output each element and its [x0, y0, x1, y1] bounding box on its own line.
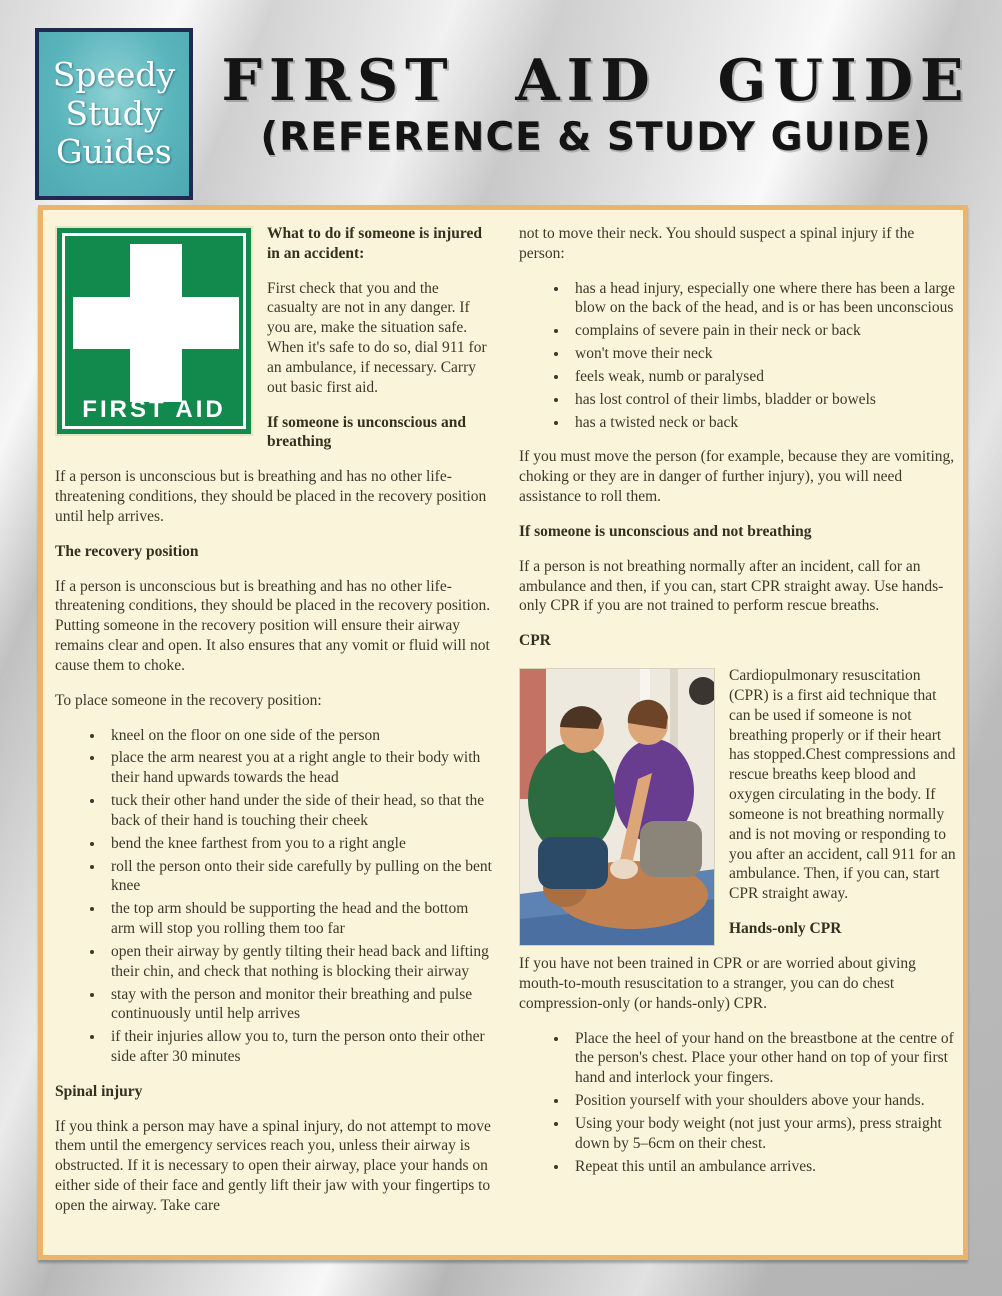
list-item: • has a head injury, especially one where there has been a large blow on the back of the head, and is or has been unconscious [569, 279, 959, 319]
list-item: • the top arm should be supporting the head and the bottom arm will stop you rolling them too far [105, 899, 493, 939]
heading-injured-accident: What to do if someone is injured in an accident: [267, 225, 483, 262]
para-suspect-spinal: not to move their neck. You should suspect a spinal injury if the person: [519, 225, 915, 262]
para-cpr: Cardiopulmonary resuscitation (CPR) is a first aid technique that can be used if someone is not breathing properly or if their heart has stopped.Chest compressions and rescue breaths keep blood and oxygen circulating in the body. If someone is not breathing normally and is not moving or responding to you after an accident, call 911 for an ambulance. Then, if you can, start CPR straight away. [729, 667, 956, 903]
para-must-move: If you must move the person (for example, because they are vomiting, choking or they are in danger of further injury), you will need assistance to roll them. [519, 448, 955, 506]
heading-recovery-position: The recovery position [55, 542, 199, 560]
para-to-place: To place someone in the recovery position: [55, 691, 322, 709]
first-aid-sign-label: FIRST AID [82, 396, 226, 424]
list-item: • feels weak, numb or paralysed [569, 367, 959, 387]
heading-unconscious-breathing: If someone is unconscious and breathing [267, 413, 466, 451]
list-item: • stay with the person and monitor their breathing and pulse continuously until help arrives [105, 985, 493, 1025]
recovery-steps-list [55, 726, 493, 1067]
heading-cpr: CPR [519, 632, 551, 650]
list-item: • won't move their neck [569, 344, 959, 364]
left-column [55, 224, 493, 1245]
list-item: • if their injuries allow you to, turn the person onto their other side after 30 minutes [105, 1027, 493, 1067]
para-first-check: First check that you and the casualty are not in any danger. If you are, make the situation safe. When it's safe to do so, dial 911 for an ambulance, if necessary. Carry out basic first aid. [267, 279, 487, 396]
cpr-training-photo [519, 668, 715, 946]
list-item: • open their airway by gently tilting their head back and lifting their chin, and check that nothing is blocking their airway [105, 942, 493, 982]
list-item: • Using your body weight (not just your arms), press straight down by 5–6cm on their chest. [569, 1114, 959, 1154]
list-item: • tuck their other hand under the side of their head, so that the back of their hand is touching their cheek [105, 791, 493, 831]
list-item: • Position yourself with your shoulders above your hands. [569, 1091, 959, 1111]
logo-line-speedy: Speedy [52, 54, 176, 94]
list-item: • bend the knee farthest from you to a right angle [105, 834, 493, 854]
right-column [519, 224, 959, 1245]
brand-logo [35, 28, 193, 200]
list-item: • has lost control of their limbs, bladder or bowels [569, 390, 959, 410]
list-item: • complains of severe pain in their neck or back [569, 321, 959, 341]
hands-only-steps-list [519, 1029, 959, 1177]
heading-unconscious-not-breathing: If someone is unconscious and not breathing [519, 522, 812, 540]
para-not-breathing: If a person is not breathing normally after an incident, call for an ambulance and then, if you can, start CPR straight away. Use hands-only CPR if you are not trained to perform rescue breaths. [519, 557, 944, 615]
list-item: • place the arm nearest you at a right angle to their body with their hand upwards towards the head [105, 748, 493, 788]
heading-hands-only-cpr: Hands-only CPR [729, 920, 842, 938]
title-block [200, 47, 992, 160]
list-item: • Place the heel of your hand on the breastbone at the centre of the person's chest. Place your other hand on top of your first hand and interlock your fingers. [569, 1029, 959, 1088]
para-spinal: If you think a person may have a spinal injury, do not attempt to move them until the emergency services reach you, unless their airway is obstructed. If it is necessary to open their airway, place your hands on either side of their face and gently lift their jaw with your fingertips to open the airway. Take care [55, 1117, 491, 1214]
list-item: • roll the person onto their side carefully by pulling on the bent knee [105, 857, 493, 897]
content-panel [38, 205, 968, 1260]
first-aid-cross-icon [73, 297, 239, 349]
list-item: • has a twisted neck or back [569, 413, 959, 433]
logo-line-study: Study [65, 93, 163, 133]
first-aid-sign [55, 226, 253, 436]
cpr-photo-illustration [520, 669, 715, 946]
logo-line-guides: Guides [56, 132, 172, 172]
heading-spinal-injury: Spinal injury [55, 1082, 143, 1100]
page-subtitle: (REFERENCE & STUDY GUIDE) [260, 114, 932, 160]
spinal-signs-list [519, 279, 959, 433]
list-item: • kneel on the floor on one side of the person [105, 726, 493, 746]
para-recovery-until-help: If a person is unconscious but is breathing and has no other life-threatening conditions, they should be placed in the recovery position until help arrives. [55, 468, 487, 525]
para-recovery-explain: If a person is unconscious but is breathing and has no other life-threatening conditions, they should be placed in the recovery position. Putting someone in the recovery position will ensure their airway remains clear and open. It also ensures that any vomit or fluid will not cause them to choke. [55, 577, 491, 674]
list-item: • Repeat this until an ambulance arrives. [569, 1157, 959, 1177]
page-title: FIRST AID GUIDE [221, 47, 971, 114]
para-hands-only: If you have not been trained in CPR or are worried about giving mouth-to-mouth resuscitation to a stranger, you can do chest compression-only (or hands-only) CPR. [519, 955, 916, 1012]
